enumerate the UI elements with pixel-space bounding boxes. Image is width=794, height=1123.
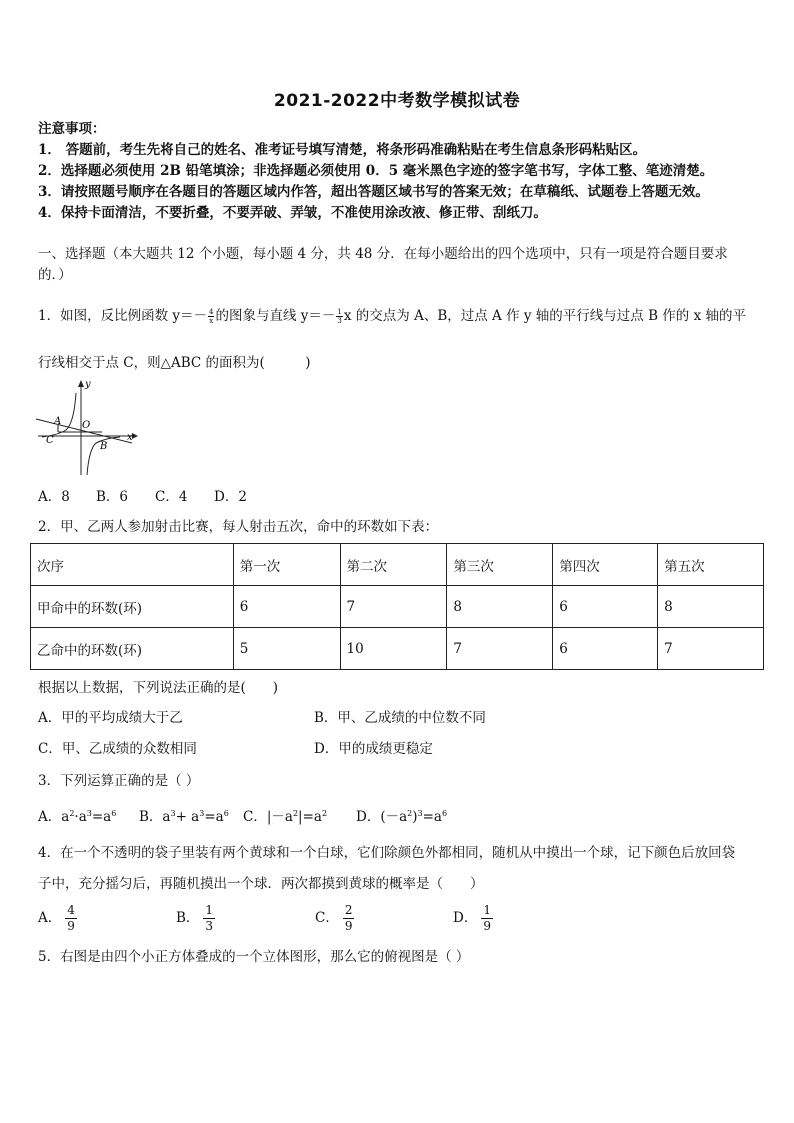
table-cell: 6: [553, 586, 658, 628]
q1-text-b: 的图象与直线 y＝－: [215, 308, 336, 324]
q3-b-p0: a: [162, 809, 171, 825]
q4-option-a-label: A．: [38, 910, 62, 926]
table-cell: 5: [233, 628, 340, 670]
q3-option-c-label: C．: [243, 809, 267, 825]
q1-text-c: x 的交点为 A、B，过点 A 作 y 轴的平行线与过点 B 作的 x 轴的平: [343, 308, 746, 324]
table-header-cell: 第一次: [233, 544, 340, 586]
notice-heading: 注意事项：: [38, 121, 106, 137]
q3-a-p4: =a: [91, 809, 112, 825]
q2-stem: 2．甲、乙两人参加射击比赛，每人射击五次，命中的环数如下表：: [38, 519, 439, 535]
q3-d-p1: 2: [407, 809, 413, 818]
q3-a-p0: a: [61, 809, 70, 825]
q3-option-c: [243, 807, 327, 827]
q4-a-den: 9: [67, 919, 75, 933]
notice-item-3: 3．请按照题号顺序在各题目的答题区域内作答，超出答题区域书写的答案无效；在草稿纸、试题卷上答题无效。: [38, 184, 709, 200]
table-row: [31, 586, 764, 628]
notice-item-4: 4．保持卡面清洁，不要折叠，不要弄破、弄皱，不准使用涂改液、修正带、刮纸刀。: [38, 205, 547, 221]
q1-fraction-1: [208, 308, 214, 325]
q4-d-den: 9: [483, 919, 491, 933]
q4-option-a-fraction: [65, 903, 77, 934]
q3-c-p0: |－a: [266, 809, 293, 825]
q3-option-d: [356, 807, 447, 827]
q1-fraction-1-den: x: [209, 317, 214, 325]
q3-c-p3: 2: [321, 809, 328, 818]
q1-fraction-2: [336, 308, 342, 325]
q3-d-p2: ): [412, 809, 418, 825]
q4-option-b: [176, 903, 215, 934]
q4-stem-line2: 子中，充分摇匀后，再随机摸出一个球．两次都摸到黄球的概率是（ ）: [38, 876, 484, 892]
table-header-cell: 第四次: [553, 544, 658, 586]
q3-a-p2: ·a: [74, 809, 87, 825]
q3-d-p0: (－a: [380, 809, 408, 825]
q3-stem: 3．下列运算正确的是（ ）: [38, 773, 200, 789]
q3-b-p5: 6: [223, 809, 229, 818]
q3-option-d-label: D．: [356, 809, 381, 825]
table-cell: 8: [447, 586, 553, 628]
section-heading-line1: 一、选择题（本大题共 12 个小题，每小题 4 分，共 48 分．在每小题给出的四个选项中，只有一项是符合题目要求: [38, 246, 728, 262]
q1-fraction-1-num: 4: [209, 308, 214, 316]
q1-label-o: O: [82, 420, 91, 431]
q3-option-b: [139, 807, 229, 827]
q4-option-d: [453, 903, 493, 934]
q1-text-a: 1．如图，反比例函数 y＝－: [38, 308, 208, 324]
q1-fraction-2-den: 3: [337, 317, 342, 325]
q4-option-c: [315, 903, 354, 934]
q4-stem-line1: 4．在一个不透明的袋子里装有两个黄球和一个白球，它们除颜色外都相同，随机从中摸出一个球，记下颜色后放回袋: [38, 845, 736, 861]
q3-b-p3: 3: [199, 809, 205, 818]
q2-score-table: [30, 543, 764, 670]
q4-c-den: 9: [344, 919, 353, 933]
q1-option-a: A．8: [38, 489, 70, 505]
q3-option-a: [38, 807, 116, 827]
q3-d-p3: 3: [417, 809, 423, 818]
q3-c-p2: |=a: [298, 809, 322, 825]
q1-fraction-2-num: 1: [337, 308, 342, 316]
q3-c-p1: 2: [292, 809, 299, 818]
q3-b-p2: + a: [175, 809, 200, 825]
q3-b-p1: 3: [170, 809, 176, 818]
q3-option-a-label: A．: [38, 809, 62, 825]
q3-a-p5: 6: [111, 809, 117, 818]
q1-y-arrow: [78, 380, 84, 387]
q1-stem-line2: 行线相交于点 C，则△ABC 的面积为( ): [38, 355, 311, 371]
table-cell: 乙命中的环数(环): [31, 628, 234, 670]
q2-option-d: D．甲的成绩更稳定: [314, 741, 433, 757]
q4-c-num: 2: [344, 903, 353, 917]
q4-b-num: 1: [205, 903, 214, 917]
q4-option-a: [38, 903, 77, 934]
table-header-cell: 次序: [31, 544, 234, 586]
table-header-cell: 第二次: [340, 544, 447, 586]
q1-label-b: B: [100, 441, 108, 452]
q1-stem-line1: [38, 306, 746, 326]
q2-option-c: C．甲、乙成绩的众数相同: [38, 741, 197, 757]
q1-label-y: y: [85, 379, 91, 390]
q1-label-x: x: [127, 432, 133, 443]
table-cell: 7: [658, 628, 764, 670]
table-header-cell: 第三次: [447, 544, 553, 586]
q1-option-d: D．2: [214, 489, 247, 505]
q2-question: 根据以上数据，下列说法正确的是( ): [38, 680, 279, 696]
table-cell: 8: [658, 586, 764, 628]
q4-option-d-fraction: [481, 903, 493, 934]
q4-a-num: 4: [67, 903, 75, 917]
table-cell: 甲命中的环数(环): [31, 586, 234, 628]
page-title: 2021-2022中考数学模拟试卷: [273, 91, 521, 111]
q4-option-c-fraction: [343, 903, 355, 934]
q4-option-b-label: B．: [176, 910, 200, 926]
q1-option-c: C．4: [155, 489, 188, 505]
q4-option-b-fraction: [203, 903, 215, 934]
notice-item-1: 1． 答题前，考生先将自己的姓名、准考证号填写清楚，将条形码准确粘贴在考生信息条形码粘贴区。: [38, 142, 647, 158]
q4-b-den: 3: [205, 919, 214, 933]
q3-d-p5: 6: [442, 809, 448, 818]
table-header-cell: 第五次: [658, 544, 764, 586]
section-heading-line2: 的．）: [38, 267, 72, 283]
q1-label-c: C: [46, 435, 54, 446]
q2-option-b: B．甲、乙成绩的中位数不同: [314, 710, 486, 726]
q3-a-p1: 2: [69, 809, 75, 818]
table-header-row: [31, 544, 764, 586]
table-cell: 6: [553, 628, 658, 670]
q1-option-b: B．6: [96, 489, 129, 505]
q1-label-a: A: [54, 416, 62, 427]
q1-graph-figure: [34, 375, 144, 480]
q4-option-d-label: D．: [453, 910, 478, 926]
table-cell: 6: [233, 586, 340, 628]
q1-hyperbola-left: [42, 393, 76, 437]
table-row: [31, 628, 764, 670]
q3-b-p4: =a: [204, 809, 224, 825]
q4-option-c-label: C．: [315, 910, 339, 926]
q1-x-arrow: [132, 433, 138, 439]
q5-stem: 5．右图是由四个小正方体叠成的一个立体图形，那么它的俯视图是（ ）: [38, 949, 470, 965]
q4-d-num: 1: [483, 903, 491, 917]
q3-d-p4: =a: [422, 809, 442, 825]
table-cell: 7: [447, 628, 553, 670]
notice-item-2: 2．选择题必须使用 2B 铅笔填涂；非选择题必须使用 0．5 毫米黑色字迹的签字笔书写，字体工整、笔迹清楚。: [38, 163, 714, 179]
q2-option-a: A．甲的平均成绩大于乙: [38, 710, 183, 726]
q3-a-p3: 3: [86, 809, 92, 818]
q3-option-b-label: B．: [139, 809, 163, 825]
table-cell: 10: [340, 628, 447, 670]
table-cell: 7: [340, 586, 447, 628]
